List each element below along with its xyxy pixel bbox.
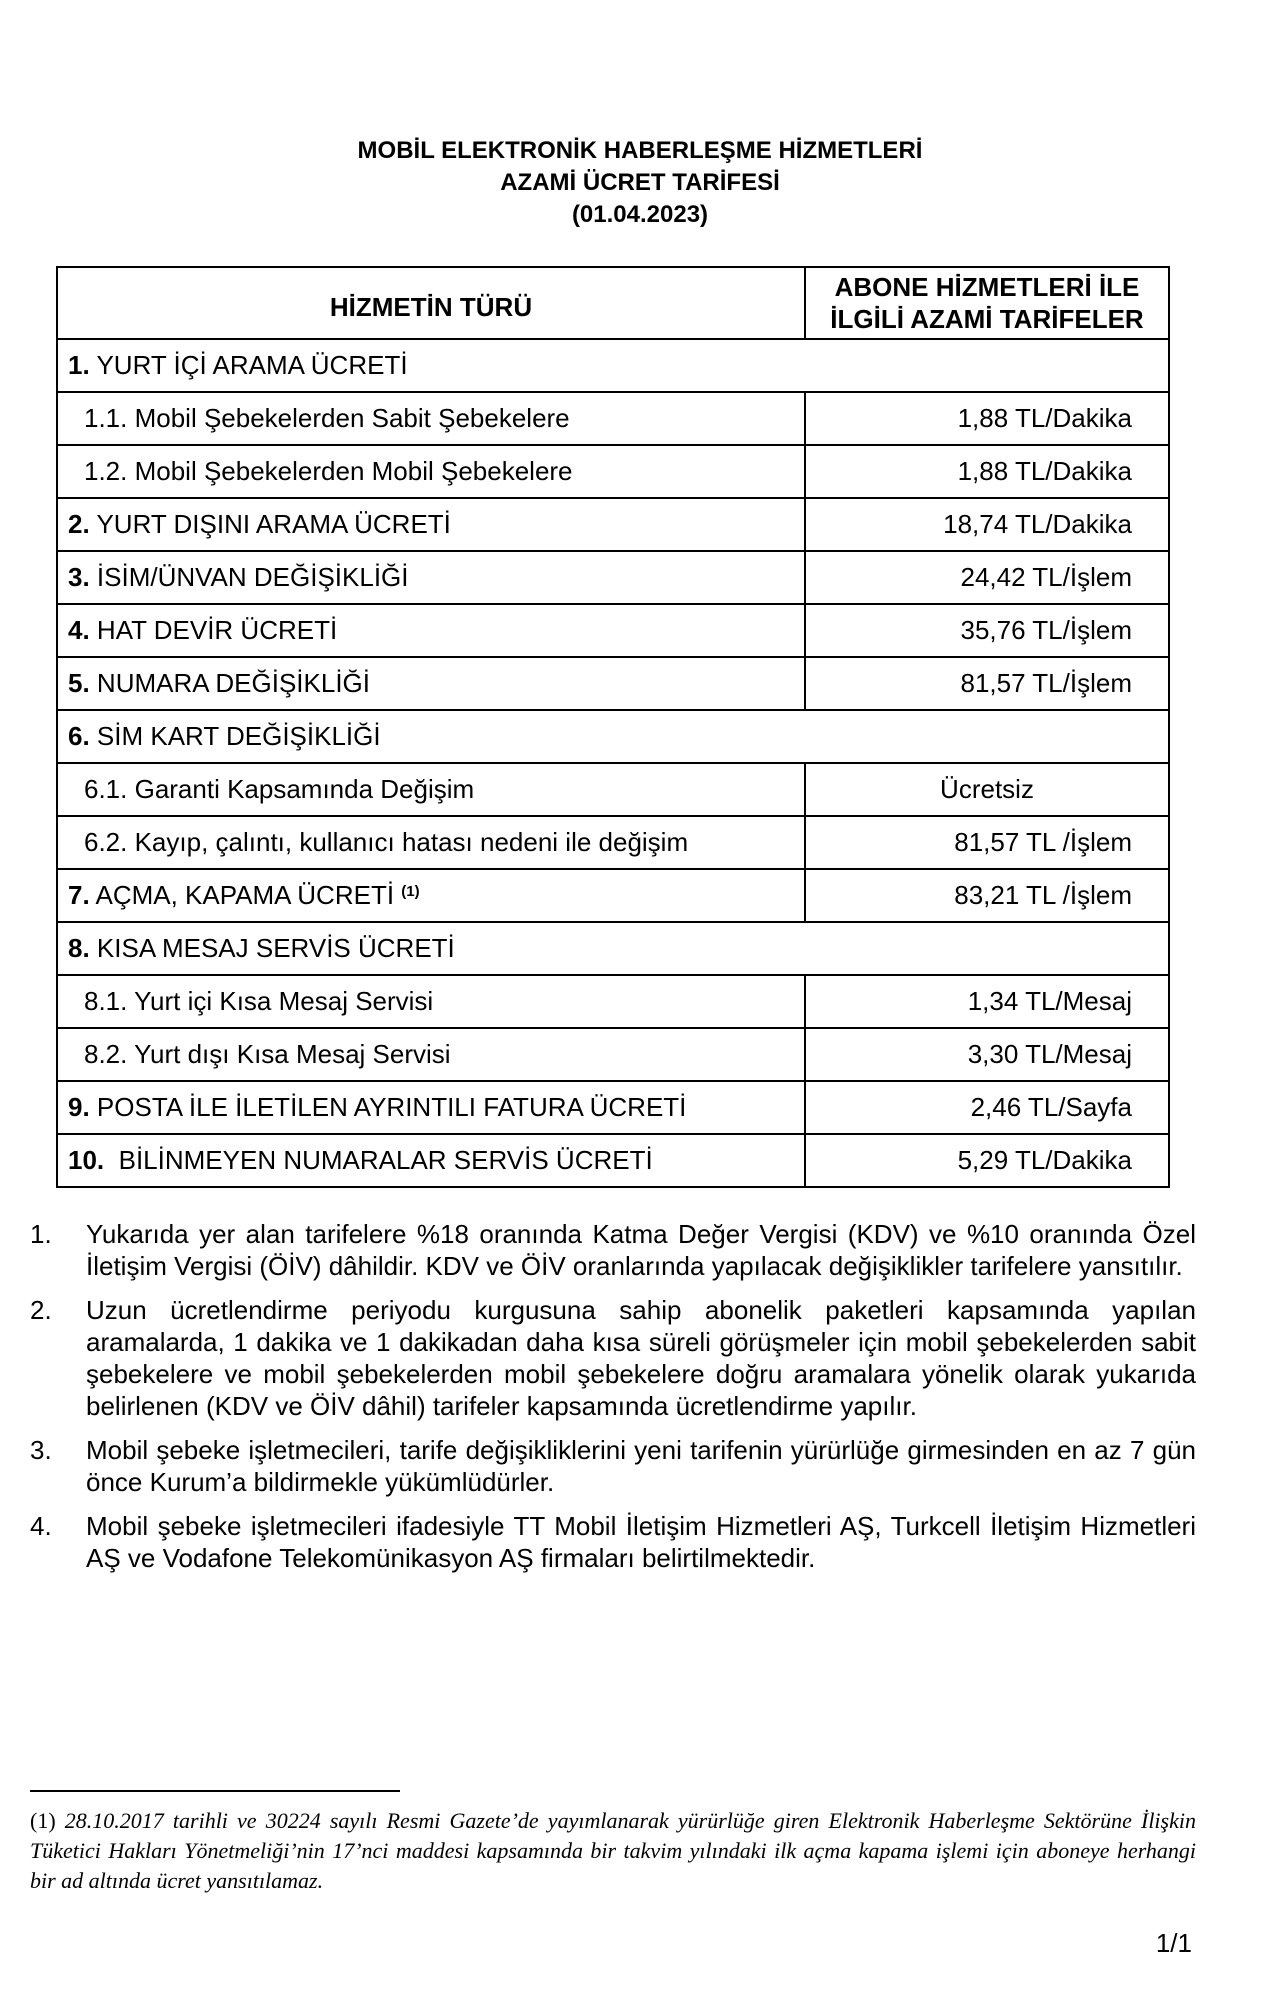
row-number: 5. — [68, 668, 90, 698]
header-max-tariffs-line-2: İLGİLİ AZAMİ TARİFELER — [830, 304, 1144, 334]
note-text: Yukarıda yer alan tarifelere %18 oranında Katma Değer Vergisi (KDV) ve %10 oranında Özel İletişim Vergisi (ÖİV) dâhildir. KDV ve ÖİV oranlarında yapılacak değişiklikler tarifelere yansıtılır. — [86, 1219, 1196, 1281]
row-label — [57, 922, 1169, 975]
title-line-3: (01.04.2023) — [571, 201, 709, 228]
footnote-divider — [30, 1790, 400, 1792]
note-number: 1. — [30, 1219, 52, 1249]
row-label-text: AÇMA, KAPAMA ÜCRETİ — [95, 880, 395, 910]
table-row — [57, 975, 1169, 1028]
table-row — [57, 710, 1169, 763]
row-value: 18,74 TL/Dakika — [805, 498, 1169, 551]
row-label — [57, 604, 805, 657]
list-item — [30, 1510, 1196, 1574]
row-label — [57, 1134, 805, 1187]
row-value: 83,21 TL /İşlem — [805, 869, 1169, 922]
note-number: 3. — [30, 1435, 52, 1465]
note-number: 4. — [30, 1511, 52, 1541]
row-label-text: İSİM/ÜNVAN DEĞİŞİKLİĞİ — [96, 562, 409, 592]
table-row — [57, 763, 1169, 816]
document-title — [0, 135, 1280, 231]
row-number: 9. — [68, 1092, 90, 1122]
footnote-reference: (1) — [401, 883, 420, 900]
row-label — [57, 1081, 805, 1134]
row-number: 3. — [68, 562, 90, 592]
table-row — [57, 604, 1169, 657]
row-value: 1,88 TL/Dakika — [805, 445, 1169, 498]
row-label: 1.2. Mobil Şebekelerden Mobil Şebekelere — [57, 445, 805, 498]
header-max-tariffs-line-1: ABONE HİZMETLERİ İLE — [834, 272, 1140, 302]
table-row — [57, 1134, 1169, 1187]
table-row — [57, 657, 1169, 710]
table-row — [57, 498, 1169, 551]
note-text: Uzun ücretlendirme periyodu kurgusuna sahip abonelik paketleri kapsamında yapılan aramalarda, 1 dakika ve 1 dakikadan daha kısa süreli görüşmeler için mobil şebekelerden sabit şebekelere ve mobil şebekelerden mobil şebekelere doğru aramalara yönelik olarak yukarıda belirlenen (KDV ve ÖİV dâhil) tarifeler kapsamında ücretlendirme yapılır. — [86, 1295, 1196, 1421]
table-row — [57, 1081, 1169, 1134]
note-text: Mobil şebeke işletmecileri, tarife değişikliklerini yeni tarifenin yürürlüğe girmesinden en az 7 gün önce Kurum’a bildirmekle yükümlüdürler. — [86, 1435, 1196, 1497]
note-number: 2. — [30, 1295, 52, 1325]
row-value: 81,57 TL/İşlem — [805, 657, 1169, 710]
row-number: 10. — [68, 1145, 105, 1175]
footnote — [30, 1806, 1196, 1896]
row-value: 5,29 TL/Dakika — [805, 1134, 1169, 1187]
header-service-type: HİZMETİN TÜRÜ — [57, 267, 805, 339]
note-text: Mobil şebeke işletmecileri ifadesiyle TT Mobil İletişim Hizmetleri AŞ, Turkcell İletişim Hizmetleri AŞ ve Vodafone Telekomünikasyon AŞ firmaları belirtilmektedir. — [86, 1511, 1196, 1573]
title-line-2: AZAMİ ÜCRET TARİFESİ — [500, 169, 780, 196]
row-value: 2,46 TL/Sayfa — [805, 1081, 1169, 1134]
row-label — [57, 498, 805, 551]
row-label-text: BİLİNMEYEN NUMARALAR SERVİS ÜCRETİ — [118, 1145, 653, 1175]
row-value: 1,34 TL/Mesaj — [805, 975, 1169, 1028]
list-item — [30, 1294, 1196, 1422]
row-label: 8.1. Yurt içi Kısa Mesaj Servisi — [57, 975, 805, 1028]
row-label-text: HAT DEVİR ÜCRETİ — [96, 615, 338, 645]
list-item — [30, 1434, 1196, 1498]
row-label: 6.2. Kayıp, çalıntı, kullanıcı hatası nedeni ile değişim — [57, 816, 805, 869]
table-header-row — [57, 267, 1169, 339]
row-label: 8.2. Yurt dışı Kısa Mesaj Servisi — [57, 1028, 805, 1081]
row-value: 3,30 TL/Mesaj — [805, 1028, 1169, 1081]
page-number: 1/1 — [1155, 1928, 1192, 1958]
row-label-text: SİM KART DEĞİŞİKLİĞİ — [96, 721, 381, 751]
row-label-text: NUMARA DEĞİŞİKLİĞİ — [96, 668, 370, 698]
table-row — [57, 445, 1169, 498]
row-value: Ücretsiz — [805, 763, 1169, 816]
row-label — [57, 869, 805, 922]
row-label — [57, 551, 805, 604]
row-number: 8. — [68, 933, 90, 963]
table-row — [57, 551, 1169, 604]
row-number: 2. — [68, 509, 90, 539]
row-value: 1,88 TL/Dakika — [805, 392, 1169, 445]
row-number: 6. — [68, 721, 90, 751]
row-label-text: YURT İÇİ ARAMA ÜCRETİ — [96, 350, 408, 380]
row-label-text: POSTA İLE İLETİLEN AYRINTILI FATURA ÜCRETİ — [96, 1092, 687, 1122]
tariff-table — [56, 266, 1170, 1188]
row-number: 4. — [68, 615, 90, 645]
row-label: 6.1. Garanti Kapsamında Değişim — [57, 763, 805, 816]
row-number: 7. — [68, 880, 90, 910]
footnote-mark: (1) — [30, 1808, 56, 1833]
row-label — [57, 339, 1169, 392]
footnote-text: 28.10.2017 tarihli ve 30224 sayılı Resmi Gazete’de yayımlanarak yürürlüğe giren Elektronik Haberleşme Sektörüne İlişkin Tüketici Hakları Yönetmeliği’nin 17’nci maddesi kapsamında bir takvim yılındaki ilk açma kapama işlemi için aboneye herhangi bir ad altında ücret yansıtılamaz. — [30, 1808, 1196, 1893]
row-label — [57, 710, 1169, 763]
notes-list — [30, 1218, 1196, 1586]
row-value: 24,42 TL/İşlem — [805, 551, 1169, 604]
table-row — [57, 1028, 1169, 1081]
row-label-text: KISA MESAJ SERVİS ÜCRETİ — [96, 933, 455, 963]
row-value: 81,57 TL /İşlem — [805, 816, 1169, 869]
table-row — [57, 922, 1169, 975]
row-label — [57, 657, 805, 710]
table-row — [57, 869, 1169, 922]
row-label-text: YURT DIŞINI ARAMA ÜCRETİ — [96, 509, 451, 539]
row-label: 1.1. Mobil Şebekelerden Sabit Şebekelere — [57, 392, 805, 445]
table-row — [57, 816, 1169, 869]
list-item — [30, 1218, 1196, 1282]
title-line-1: MOBİL ELEKTRONİK HABERLEŞME HİZMETLERİ — [357, 137, 923, 164]
table-row — [57, 339, 1169, 392]
row-number: 1. — [68, 350, 90, 380]
table-row — [57, 392, 1169, 445]
row-value: 35,76 TL/İşlem — [805, 604, 1169, 657]
header-max-tariffs — [805, 267, 1169, 339]
